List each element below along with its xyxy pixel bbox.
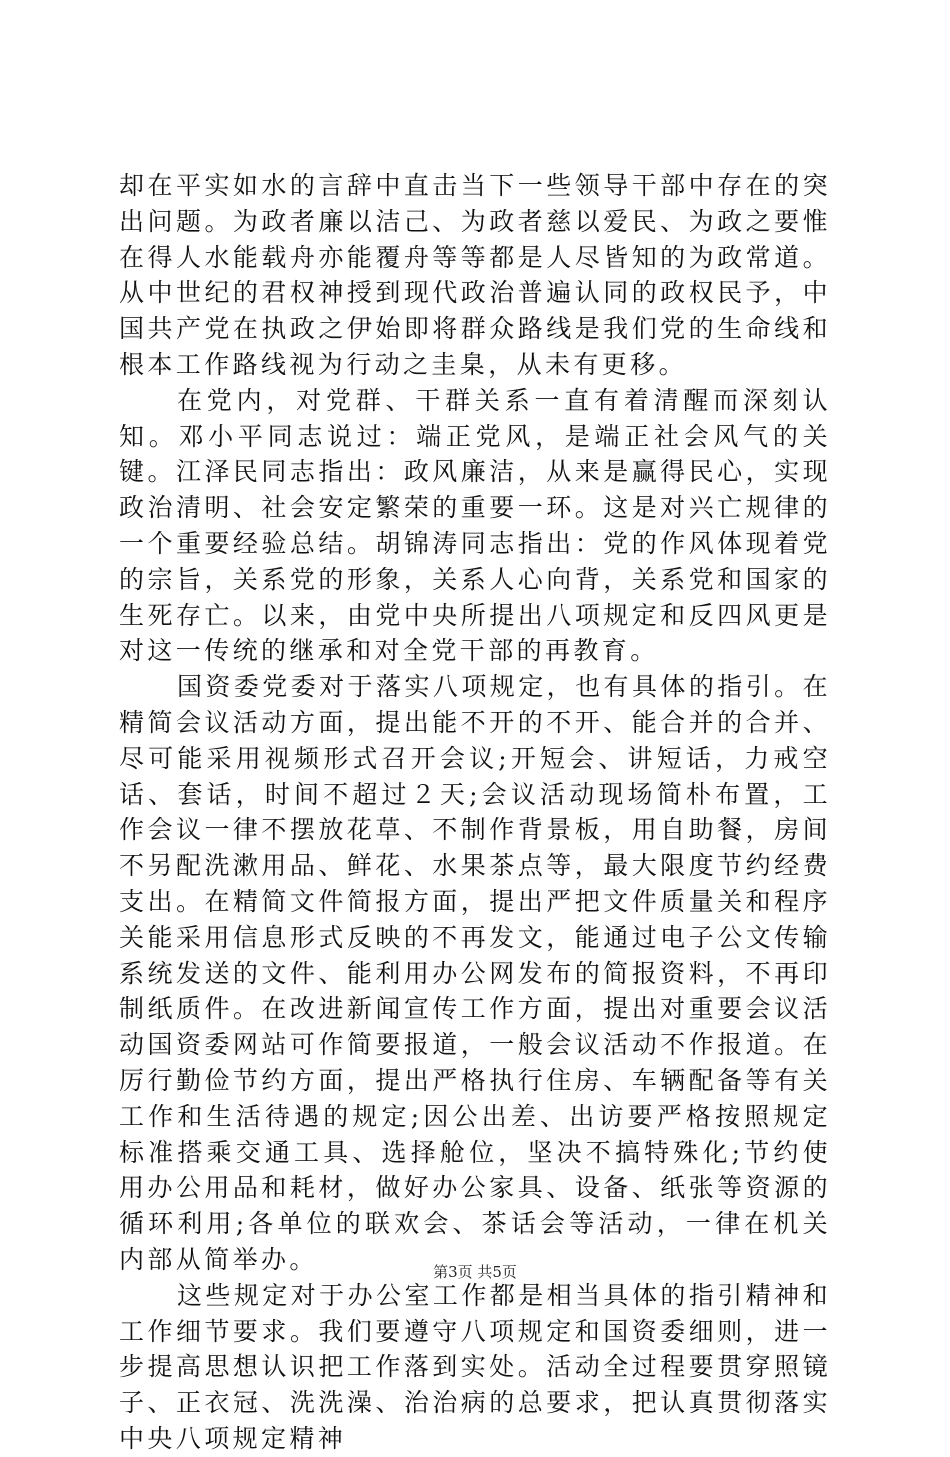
page-footer: 第3页 共5页 — [433, 1263, 517, 1281]
paragraph-office-requirements: 这些规定对于办公室工作都是相当具体的指引精神和工作细节要求。我们要遵守八项规定和国资委细则，进一步提高思想认识把工作落到实处。活动全过程要贯穿照镜子、正衣冠、洗洗澡、治治病的总要求，把认真贯彻落实中央八项规定精神 — [119, 1280, 831, 1453]
paragraph-party-relations: 在党内，对党群、干群关系一直有着清醒而深刻认知。邓小平同志说过：端正党风，是端正社会风气的关键。江泽民同志指出：政风廉洁，从来是赢得民心，实现政治清明、社会安定繁荣的重要一环。这是对兴亡规律的一个重要经验总结。胡锦涛同志指出：党的作风体现着党的宗旨，关系党的形象，关系人心向背，关系党和国家的生死存亡。以来，由党中央所提出八项规定和反四风更是对这一传统的继承和对全党干部的再教育。 — [119, 385, 831, 666]
paragraph-continuation: 却在平实如水的言辞中直击当下一些领导干部中存在的突出问题。为政者廉以洁己、为政者慈以爱民、为政之要惟在得人水能载舟亦能覆舟等等都是人尽皆知的为政常道。从中世纪的君权神授到现代政治普遍认同的政权民予，中国共产党在执政之伊始即将群众路线是我们党的生命线和根本工作路线视为行动之圭臬，从未有更移。 — [119, 171, 831, 379]
paragraph-sasac-guidance: 国资委党委对于落实八项规定，也有具体的指引。在精简会议活动方面，提出能不开的不开、能合并的合并、尽可能采用视频形式召开会议;开短会、讲短话，力戒空话、套话，时间不超过２天;会议活动现场简朴布置，工作会议一律不摆放花草、不制作背景板，用自助餐，房间不另配洗漱用品、鲜花、水果茶点等，最大限度节约经费支出。在精简文件简报方面，提出严把文件质量关和程序关能采用信息形式反映的不再发文，能通过电子公文传输系统发送的文件、能利用办公网发布的简报资料，不再印制纸质件。在改进新闻宣传工作方面，提出对重要会议活动国资委网站可作简要报道，一般会议活动不作报道。在厉行勤俭节约方面，提出严格执行住房、车辆配备等有关工作和生活待遇的规定;因公出差、出访要严格按照规定标准搭乘交通工具、选择舱位，坚决不搞特殊化;节约使用办公用品和耗材，做好办公家具、设备、纸张等资源的循环利用;各单位的联欢会、茶话会等活动，一律在机关内部从简举办。 — [119, 672, 831, 1274]
